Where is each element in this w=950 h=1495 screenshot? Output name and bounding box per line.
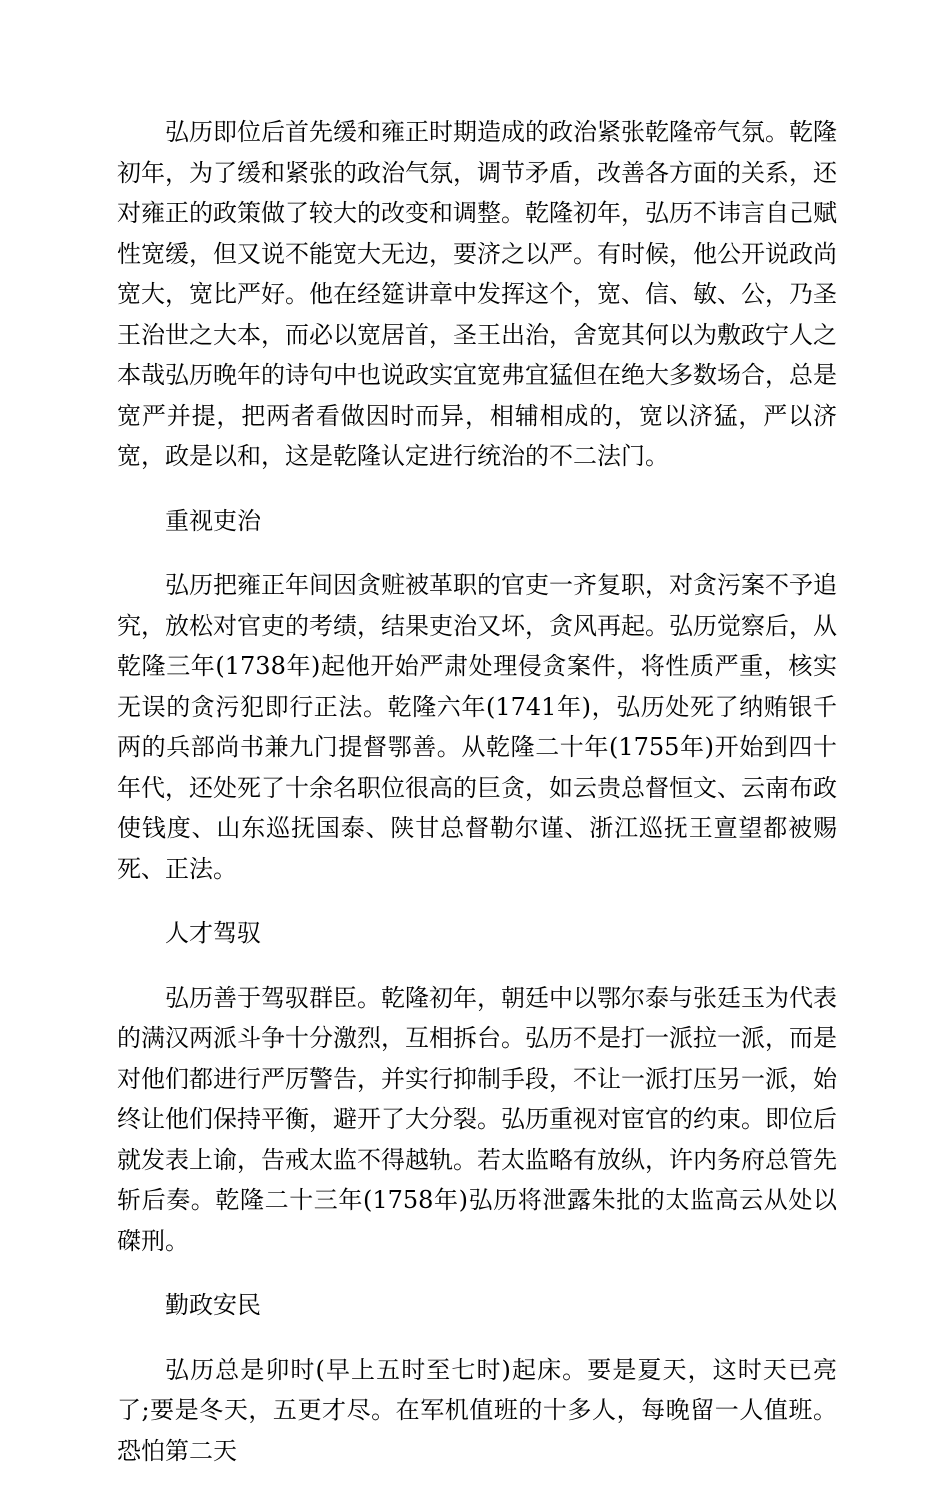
- section-heading-diligence: 勤政安民: [165, 1291, 261, 1319]
- section-heading-talent: 人才驾驭: [165, 919, 261, 947]
- section-heading-officials: 重视吏治: [165, 506, 261, 535]
- paragraph-qianlong-policy: 弘历即位后首先缓和雍正时期造成的政治紧张乾隆帝气氛。乾隆初年，为了缓和紧张的政治气氛，调节矛盾，改善各方面的关系，还对雍正的政策做了较大的改变和调整。乾隆初年，弘历不讳言自己赋性宽缓，但又说不能宽大无边，要济之以严。有时候，他公开说政尚宽大，宽比严好。他在经筵讲章中发挥这个，宽、信、敏、公，乃圣王治世之大本，而必以宽居首，圣王出治，舍宽其何以为敷政宁人之本哉弘历晚年的诗句中也说政实宜宽弗宜猛但在绝大多数场合，总是宽严并提，把两者看做因时而异，相辅相成的，宽以济猛，严以济宽，政是以和，这是乾隆认定进行统治的不二法门。: [117, 118, 837, 470]
- paragraph-talent: 弘历善于驾驭群臣。乾隆初年，朝廷中以鄂尔泰与张廷玉为代表的满汉两派斗争十分激烈，互相拆台。弘历不是打一派拉一派，而是对他们都进行严厉警告，并实行抑制手段，不让一派打压另一派，始终让他们保持平衡，避开了大分裂。弘历重视对宦官的约束。即位后就发表上谕，告戒太监不得越轨。若太监略有放纵，许内务府总管先斩后奏。乾隆二十三年(1758年)弘历将泄露朱批的太监高云从处以磔刑。: [117, 983, 837, 1255]
- document-body: [117, 112, 837, 1495]
- paragraph-diligence: 弘历总是卯时(早上五时至七时)起床。要是夏天，这时天已亮了;要是冬天，五更才尽。在军机值班的十多人，每晚留一人值班。恐怕第二天: [117, 1355, 837, 1465]
- paragraph-officials: 弘历把雍正年间因贪赃被革职的官吏一齐复职，对贪污案不予追究，放松对官吏的考绩，结果吏治又坏，贪风再起。弘历觉察后，从乾隆三年(1738年)起他开始严肃处理侵贪案件，将性质严重，核实无误的贪污犯即行正法。乾隆六年(1741年)，弘历处死了纳贿银千两的兵部尚书兼九门提督鄂善。从乾隆二十年(1755年)开始到四十年代，还处死了十余名职位很高的巨贪，如云贵总督恒文、云南布政使钱度、山东巡抚国泰、陕甘总督勒尔谨、浙江巡抚王亶望都被赐死、正法。: [117, 571, 837, 883]
